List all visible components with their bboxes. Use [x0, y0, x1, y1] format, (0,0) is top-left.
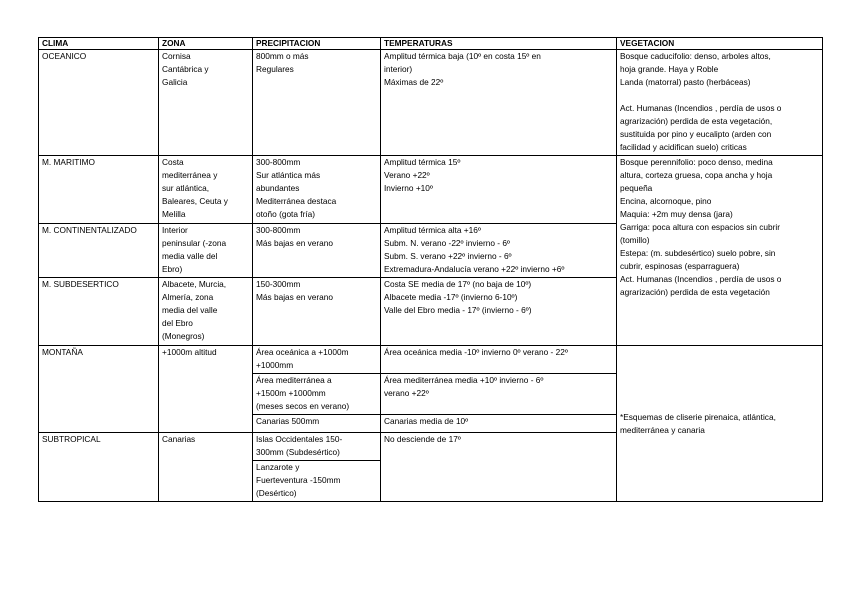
- precipitacion-cell: 300-800mm Sur atlántica más abundantes Mediterránea destaca otoño (gota fría): [253, 156, 381, 224]
- header-vegetacion: VEGETACION: [617, 38, 823, 50]
- precipitacion-cell: Área oceánica a +1000m +1000mm: [253, 346, 381, 374]
- precipitacion-cell: Islas Occidentales 150- 300mm (Subdesértico): [253, 433, 381, 461]
- temperaturas-cell: Área oceánica media -10º invierno 0º verano - 22º: [381, 346, 617, 374]
- header-precipitacion: PRECIPITACION: [253, 38, 381, 50]
- zona-cell: Canarias: [159, 433, 253, 502]
- header-clima: CLIMA: [39, 38, 159, 50]
- temperaturas-cell: Amplitud térmica 15º Verano +22º Invierno +10º: [381, 156, 617, 224]
- zona-cell: Costa mediterránea y sur atlántica, Baleares, Ceuta y Melilla: [159, 156, 253, 224]
- row-montana: [39, 346, 823, 374]
- zona-cell: Interior peninsular (-zona media valle del Ebro): [159, 224, 253, 278]
- temperaturas-cell: Amplitud térmica baja (10º en costa 15º en interior) Máximas de 22º: [381, 50, 617, 156]
- clima-cell: OCEANICO: [39, 50, 159, 156]
- vegetacion-cell: Bosque caducifolio: denso, arboles altos, hoja grande. Haya y Roble Landa (matorral) pasto (herbáceas) Act. Humanas (Incendios , perdía de usos o agrarización) perdida de esta vegetación, sustituida por pino y eucalipto (arden con facilidad y acidifican suelo) criticas: [617, 50, 823, 156]
- vegetacion-cell-cliserie: *Esquemas de cliserie pirenaica, atlántica, mediterránea y canaria: [617, 346, 823, 502]
- temperaturas-cell: Amplitud térmica alta +16º Subm. N. verano -22º invierno - 6º Subm. S. verano +22º invierno - 6º Extremadura-Andalucía verano +22º invierno +6º: [381, 224, 617, 278]
- climate-table: [38, 37, 823, 502]
- precipitacion-cell: Área mediterránea a +1500m +1000mm (meses secos en verano): [253, 374, 381, 415]
- precipitacion-cell: Canarias 500mm: [253, 415, 381, 433]
- precipitacion-cell: 800mm o más Regulares: [253, 50, 381, 156]
- clima-cell: MONTAÑA: [39, 346, 159, 433]
- clima-cell: M. CONTINENTALIZADO: [39, 224, 159, 278]
- header-zona: ZONA: [159, 38, 253, 50]
- precipitacion-cell: 150-300mm Más bajas en verano: [253, 278, 381, 346]
- header-temperaturas: TEMPERATURAS: [381, 38, 617, 50]
- row-oceanico: [39, 50, 823, 156]
- header-row: [39, 38, 823, 50]
- temperaturas-cell: Área mediterránea media +10º invierno - 6º verano +22º: [381, 374, 617, 415]
- clima-cell: SUBTROPICAL: [39, 433, 159, 502]
- clima-cell: M. MARITIMO: [39, 156, 159, 224]
- vegetacion-cell-mediterranea: Bosque perennifolio: poco denso, medina altura, corteza gruesa, copa ancha y hoja pequeña Encina, alcornoque, pino Maquia: +2m muy densa (jara) Garriga: poca altura con espacios sin cubrir (tomillo) Estepa: (m. subdesértico) suelo pobre, sin cubrir, espinosas (esparraguera) Act. Humanas (Incendios , perdía de usos o agrarización) perdida de esta vegetación: [617, 156, 823, 346]
- temperaturas-cell: Canarias media de 10º: [381, 415, 617, 433]
- zona-cell: Albacete, Murcia, Almería, zona media del valle del Ebro (Monegros): [159, 278, 253, 346]
- temperaturas-cell: Costa SE media de 17º (no baja de 10º) Albacete media -17º (invierno 6-10º) Valle del Ebro media - 17º (invierno - 6º): [381, 278, 617, 346]
- temperaturas-cell: No desciende de 17º: [381, 433, 617, 502]
- row-maritimo: [39, 156, 823, 224]
- zona-cell: +1000m altitud: [159, 346, 253, 433]
- precipitacion-cell: Lanzarote y Fuerteventura -150mm (Desértico): [253, 461, 381, 502]
- zona-cell: Cornisa Cantábrica y Galicia: [159, 50, 253, 156]
- clima-cell: M. SUBDESERTICO: [39, 278, 159, 346]
- precipitacion-cell: 300-800mm Más bajas en verano: [253, 224, 381, 278]
